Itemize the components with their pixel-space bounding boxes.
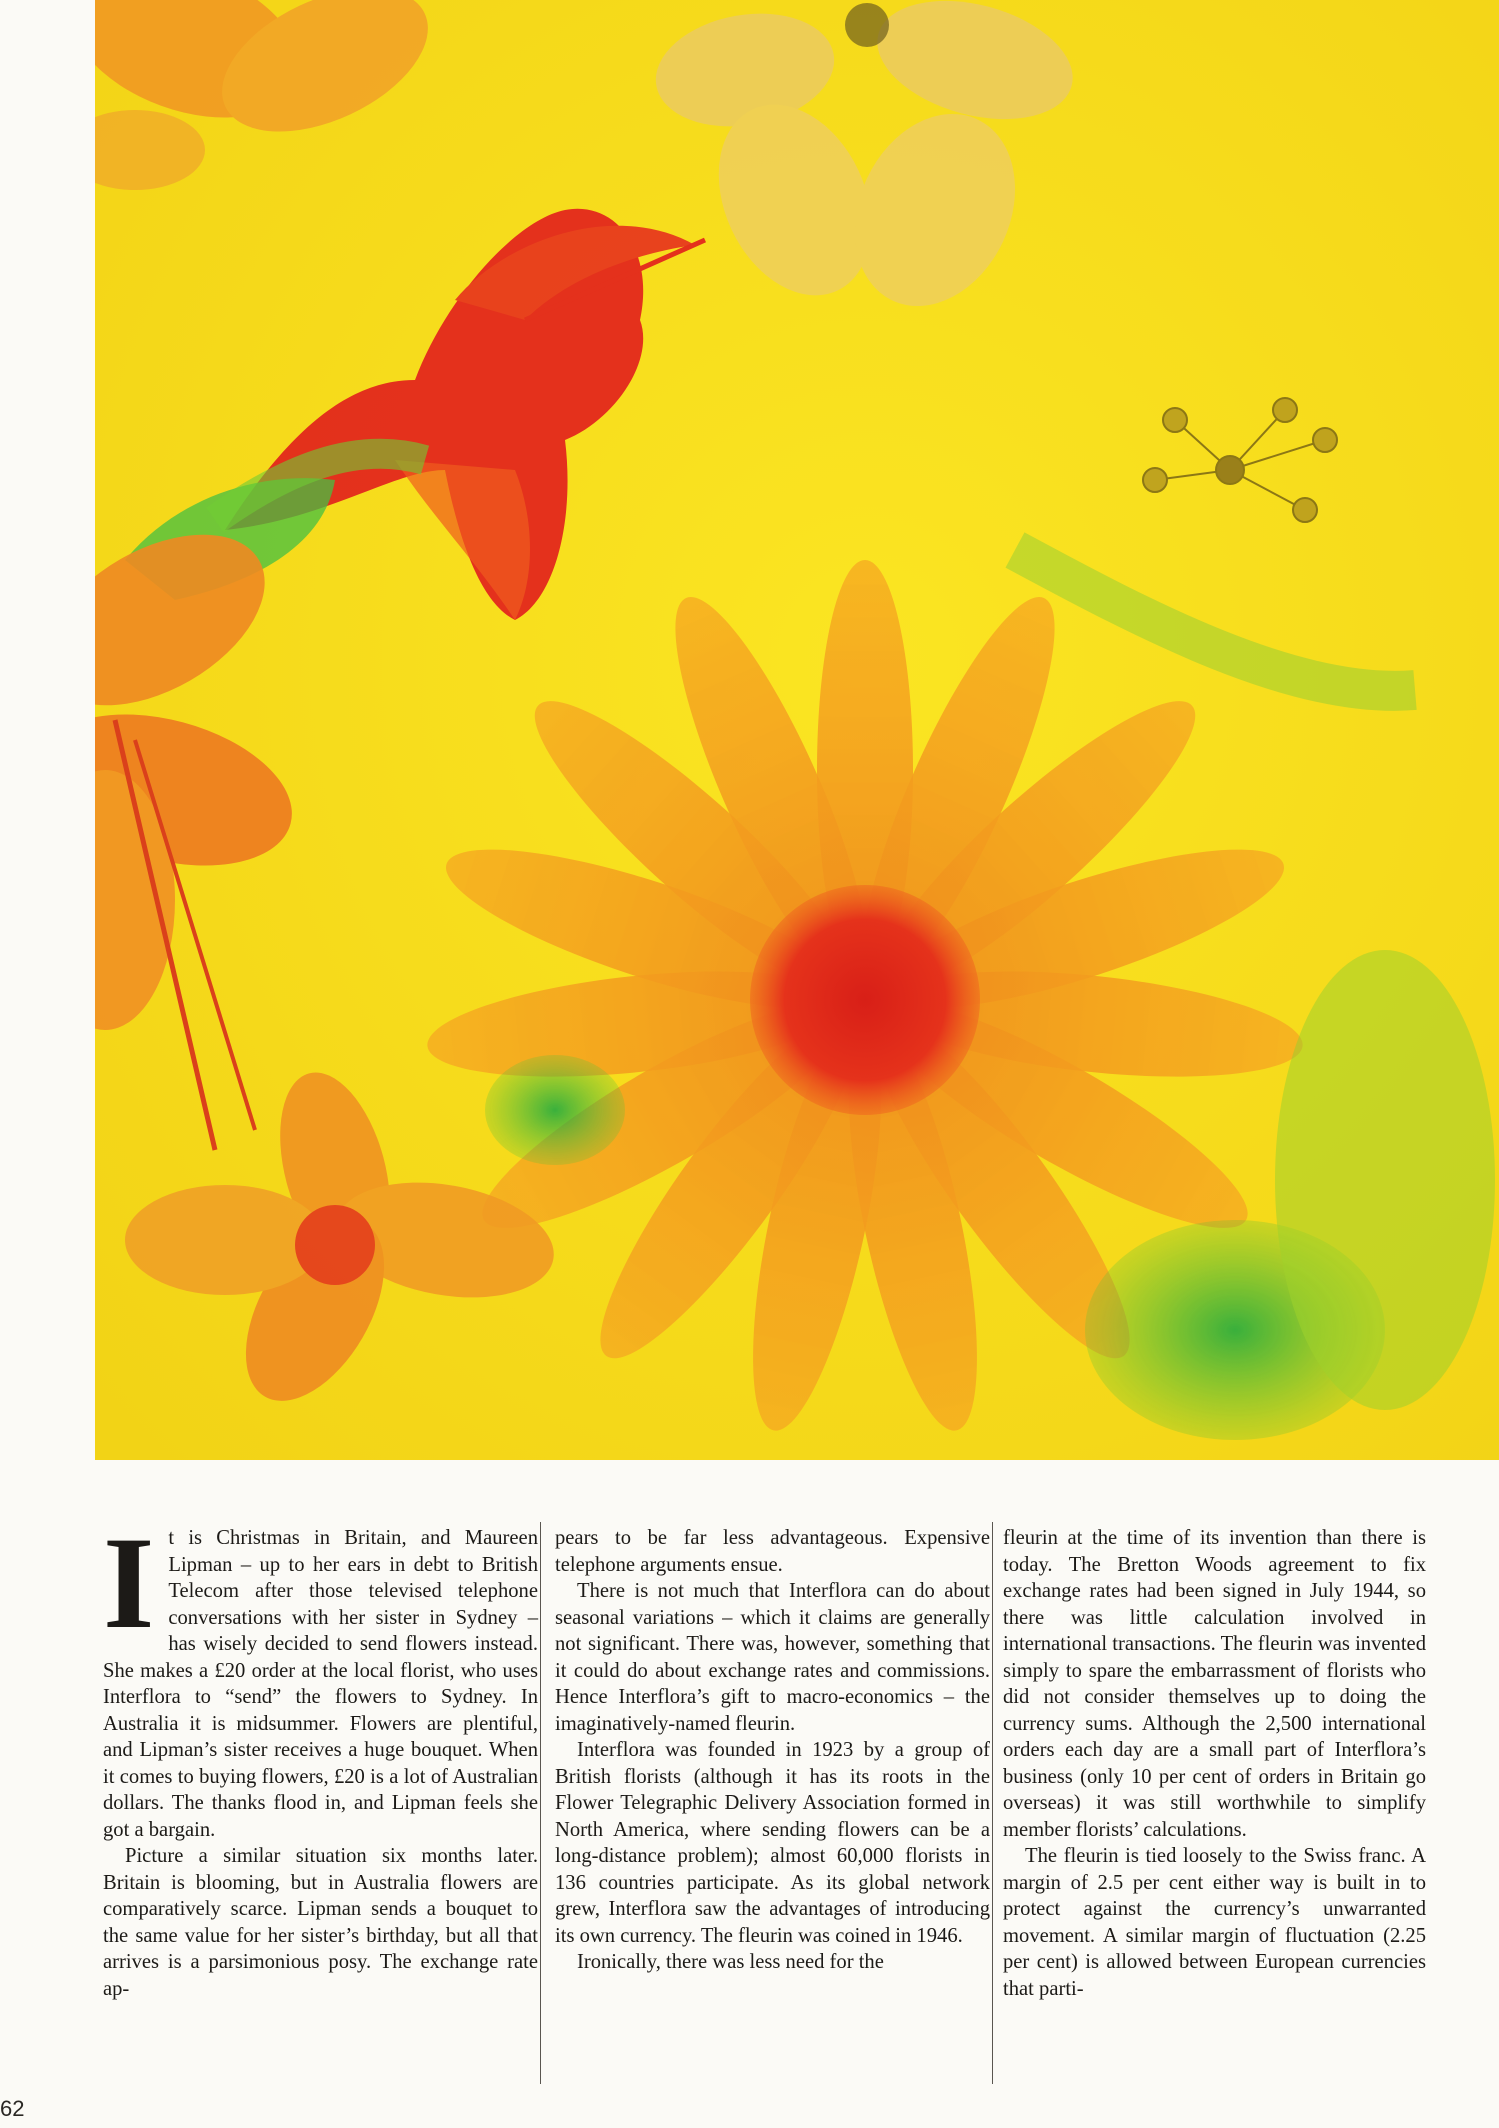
paragraph: Ironically, there was less need for the xyxy=(577,1951,884,1973)
paragraph: t is Christmas in Britain, and Maureen Lipman – up to her ears in debt to British Telecom after those televised telephone conversations with her sister in Sydney – has wisely decided to send flowers instead. She makes a £20 order at the local florist, who uses Interflora to “send” the flowers to Sydney. In Australia it is midsummer. Flowers are plentiful, and Lipman’s sister receives a huge bouquet. When it comes to buying flowers, £20 is a lot of Australian dollars. The thanks flood in, and Lipman feels she got a bargain. xyxy=(103,1527,538,1841)
drop-cap: I xyxy=(103,1509,155,1656)
paragraph: pears to be far less advantageous. Expensive telephone arguments ensue. xyxy=(555,1527,990,1576)
flower-illustration xyxy=(95,0,1499,1460)
paragraph: fleurin at the time of its invention than there is today. The Bretton Woods agreement to fix exchange rates had been signed in July 1944, so there was little calculation involved in international transactions. The fleurin was invented simply to spare the embarrassment of florists who did not consider themselves up to doing the currency sums. Although the 2,500 international orders each day are a small part of Interflora’s business (only 10 per cent of orders in Britain go overseas) it was still worthwhile to simplify member florists’ calculations. xyxy=(1003,1527,1426,1841)
column-rule xyxy=(540,1522,541,2084)
flower-artwork xyxy=(95,0,1499,1460)
paragraph: Interflora was founded in 1923 by a group of British florists (although it has its roots in the Flower Telegraphic Delivery Association formed in North America, where sending flowers can be a long-distance problem); almost 60,000 florists in 136 countries participate. As its global network grew, Interflora saw the advantages of introducing its own currency. The fleurin was coined in 1946. xyxy=(555,1739,990,1947)
article-column-3 xyxy=(1003,1525,1426,2002)
paragraph: Picture a similar situation six months later. Britain is blooming, but in Australia flowers are comparatively scarce. Lipman sends a bouquet to the same value for her sister’s birthday, but all that arrives is a parsimonious posy. The exchange rate ap- xyxy=(103,1845,538,2000)
article-column-2 xyxy=(555,1525,990,1976)
column-rule xyxy=(992,1522,993,2084)
page-number: 62 xyxy=(0,2096,25,2121)
paragraph: There is not much that Interflora can do about seasonal variations – which it claims are generally not significant. There was, however, something that it could do about exchange rates and commissions. Hence Interflora’s gift to macro-economics – the imaginatively-named fleurin. xyxy=(555,1580,990,1735)
paragraph: The fleurin is tied loosely to the Swiss franc. A margin of 2.5 per cent either way is built in to protect against the currency’s unwarranted movement. A similar margin of fluctuation (2.25 per cent) is allowed between European currencies that parti- xyxy=(1003,1845,1426,2000)
article-column-1 xyxy=(103,1509,538,2002)
